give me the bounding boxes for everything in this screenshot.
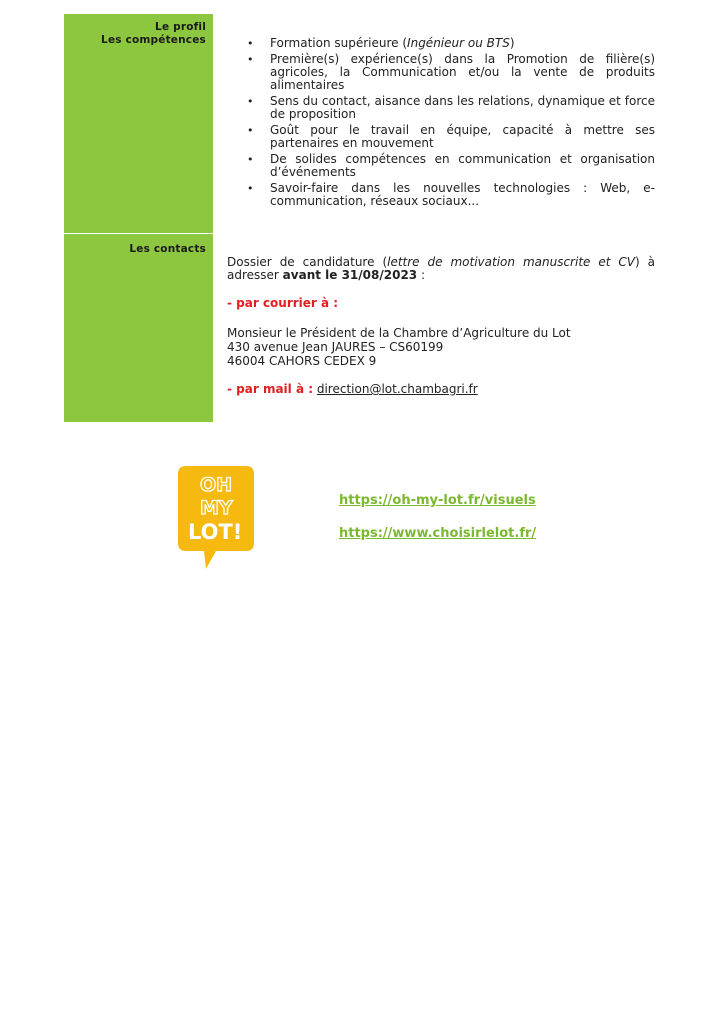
list-item: • Première(s) expérience(s) dans la Promotion de filière(s) agricoles, la Communication et/ou la vente de produits alimentaires xyxy=(247,52,655,92)
bullet-icon: • xyxy=(247,153,254,166)
postal-address xyxy=(227,326,655,368)
contacts-section xyxy=(64,234,664,422)
list-item: • De solides compétences en communication et organisation d’événements xyxy=(247,152,655,179)
list-item: • Sens du contact, aisance dans les relations, dynamique et force de proposition xyxy=(247,94,655,121)
competences-heading: Les compétences xyxy=(101,34,206,46)
logo-text: LOT! xyxy=(188,520,243,544)
contacts-heading: Les contacts xyxy=(129,243,206,255)
by-post-label: - par courrier à : xyxy=(227,296,339,310)
speech-bubble-logo-icon xyxy=(176,463,256,571)
profile-section xyxy=(64,14,664,233)
competences-list xyxy=(227,37,655,208)
bullet-icon: • xyxy=(247,182,254,195)
visuels-link[interactable]: https://oh-my-lot.fr/visuels xyxy=(339,493,536,508)
by-mail-line xyxy=(227,383,655,396)
list-item: • Formation supérieure (Ingénieur ou BTS) xyxy=(247,36,515,50)
address-line: 430 avenue Jean JAURES – CS60199 xyxy=(227,340,444,354)
address-line: 46004 CAHORS CEDEX 9 xyxy=(227,354,377,368)
bullet-icon: • xyxy=(247,53,254,66)
by-mail-label: - par mail à : xyxy=(227,382,314,396)
logo-text: MY xyxy=(200,497,233,519)
email-link[interactable]: direction@lot.chambagri.fr xyxy=(316,382,478,396)
deadline: avant le 31/08/2023 xyxy=(282,268,418,282)
profile-sidebar xyxy=(64,14,213,233)
contacts-sidebar xyxy=(64,234,213,422)
bullet-icon: • xyxy=(247,37,254,50)
oh-my-lot-logo xyxy=(176,463,256,571)
logo-text: OH xyxy=(200,474,233,496)
choisir-le-lot-link[interactable]: https://www.choisirlelot.fr/ xyxy=(339,526,537,541)
address-line: Monsieur le Président de la Chambre d’Agriculture du Lot xyxy=(227,326,571,340)
list-item: • Savoir-faire dans les nouvelles technologies : Web, e-communication, réseaux sociaux... xyxy=(247,181,655,208)
profile-heading: Le profil xyxy=(155,21,206,33)
profile-content xyxy=(227,14,655,211)
bullet-icon: • xyxy=(247,124,254,137)
website-links xyxy=(339,493,536,542)
list-item: • Goût pour le travail en équipe, capacité à mettre ses partenaires en mouvement xyxy=(247,123,655,150)
bullet-icon: • xyxy=(247,95,254,108)
contacts-content xyxy=(227,234,655,396)
application-intro: Dossier de candidature (lettre de motivation manuscrite et CV) à adresser avant le 31/08/2023 : xyxy=(227,255,655,282)
